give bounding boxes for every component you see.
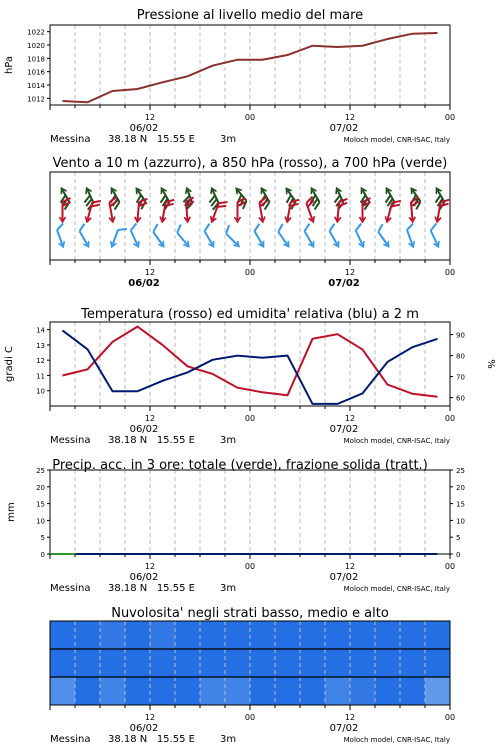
y-tick-label: 25 [36, 467, 45, 475]
date-label: 06/02 [129, 572, 159, 583]
y-tick-label: 5 [40, 534, 45, 543]
cloud-cell-medio [150, 649, 176, 677]
cloud-cell-alto [375, 621, 401, 649]
y-tick-label: 1012 [27, 95, 45, 104]
x-tick-label: 00 [244, 713, 256, 722]
cloud-cell-basso [150, 677, 176, 705]
wind-barb-10m [109, 225, 127, 249]
date-label: 07/02 [329, 123, 359, 134]
y-tick-label: 20 [36, 483, 45, 492]
x-tick-label: 12 [144, 268, 156, 277]
cloud-cell-medio [50, 649, 76, 677]
cloud-cell-alto [325, 621, 351, 649]
wind-barb-10m [403, 223, 421, 247]
x-tick-label: 12 [344, 713, 356, 722]
cloud-cell-basso [400, 677, 426, 705]
cloud-cell-basso [425, 677, 451, 705]
x-tick-label: 12 [344, 562, 356, 571]
y-tick-label: 10 [36, 387, 45, 396]
y-axis-label: mm [6, 502, 17, 522]
y-tick-label: 15 [36, 500, 45, 509]
wind-barb-10m [172, 225, 195, 249]
wind-barb-10m [300, 224, 321, 249]
cloud-cell-alto [300, 621, 326, 649]
y-tick-label-right: 20 [456, 483, 465, 492]
cloud-cell-alto [125, 621, 151, 649]
cloud-cell-alto [75, 621, 101, 649]
cloud-cell-alto [425, 621, 451, 649]
location-coords: 38.18 N 15.55 E [108, 435, 195, 446]
wind-barb-10m [75, 224, 96, 249]
date-label: 07/02 [328, 278, 360, 289]
x-tick-label: 00 [444, 713, 456, 722]
location-name: Messina [50, 583, 91, 594]
model-label: Moloch model, CNR-ISAC, Italy [343, 136, 450, 144]
x-tick-label: 00 [244, 113, 256, 122]
cloud-cell-basso [300, 677, 326, 705]
y-tick-label-right: 80 [456, 352, 465, 361]
cloud-cell-basso [375, 677, 401, 705]
x-tick-label: 12 [144, 562, 156, 571]
cloud-cell-basso [250, 677, 276, 705]
cloud-cell-medio [325, 649, 351, 677]
chart-title: Pressione al livello medio del mare [136, 8, 364, 23]
location-altitude: 3m [220, 734, 237, 745]
cloud-cell-basso [175, 677, 201, 705]
x-tick-label: 12 [344, 268, 356, 277]
cloud-cell-basso [100, 677, 126, 705]
cloud-cell-medio [175, 649, 201, 677]
wind-barb-10m [149, 224, 171, 248]
wind-barb-10m [274, 224, 296, 248]
y-tick-label: 1020 [27, 42, 45, 50]
location-altitude: 3m [220, 583, 237, 594]
location-name: Messina [50, 734, 91, 745]
wind-barb-10m [250, 224, 271, 249]
cloud-cell-basso [200, 677, 226, 705]
cloud-cell-alto [225, 621, 251, 649]
y-tick-label-right: 0 [456, 551, 461, 559]
wind-barb-700hpa [405, 187, 425, 210]
y-tick-label-right: 10 [456, 517, 465, 526]
x-tick-label: 12 [344, 113, 356, 122]
y-tick-label: 1014 [27, 82, 45, 90]
y-tick-label-right: 25 [456, 467, 465, 475]
cloud-cell-alto [200, 621, 226, 649]
y-tick-label: 1022 [27, 28, 45, 37]
y-tick-label: 11 [36, 372, 45, 381]
cloud-cell-medio [250, 649, 276, 677]
chart-title: Vento a 10 m (azzurro), a 850 hPa (rosso), a 700 hPa (verde) [52, 156, 448, 171]
cloud-cell-alto [175, 621, 201, 649]
y-tick-label-right: 60 [456, 394, 465, 403]
cloud-cell-medio [425, 649, 451, 677]
cloud-cell-medio [100, 649, 126, 677]
date-label: 06/02 [129, 424, 159, 435]
cloud-cell-basso [325, 677, 351, 705]
x-tick-label: 00 [444, 113, 456, 122]
y-tick-label: 1016 [27, 68, 45, 77]
cloud-cell-medio [125, 649, 151, 677]
y-tick-label-right: 5 [456, 534, 461, 543]
wind-barb-10m [200, 224, 221, 249]
wind-barb-850hpa [84, 198, 101, 224]
cloud-cell-basso [225, 677, 251, 705]
date-label: 07/02 [329, 572, 359, 583]
y-tick-label: 12 [36, 357, 45, 366]
chart-title: Nuvolosita' negli strati basso, medio e alto [111, 606, 389, 621]
cloud-cell-alto [275, 621, 301, 649]
y-tick-label: 10 [36, 517, 45, 526]
y-axis-label: hPa [4, 55, 15, 75]
location-name: Messina [50, 435, 91, 446]
location-coords: 38.18 N 15.55 E [108, 583, 195, 594]
y-axis-label: gradi C [4, 346, 15, 382]
x-tick-label: 00 [444, 268, 456, 277]
cloud-cell-medio [375, 649, 401, 677]
cloud-cell-medio [275, 649, 301, 677]
x-tick-label: 12 [344, 414, 356, 423]
y-tick-label-right: 15 [456, 500, 465, 509]
cloud-cell-alto [150, 621, 176, 649]
wind-barb-10m [53, 223, 71, 247]
location-altitude: 3m [220, 134, 237, 145]
wind-barb-10m [426, 223, 445, 248]
cloud-cell-medio [300, 649, 326, 677]
cloud-cell-alto [400, 621, 426, 649]
model-label: Moloch model, CNR-ISAC, Italy [343, 736, 450, 744]
x-tick-label: 12 [144, 713, 156, 722]
model-label: Moloch model, CNR-ISAC, Italy [343, 437, 450, 445]
chart-title: Precip. acc. in 3 ore: totale (verde), frazione solida (tratt.) [52, 458, 428, 473]
cloud-cell-medio [200, 649, 226, 677]
cloud-cell-medio [350, 649, 376, 677]
cloud-cell-medio [400, 649, 426, 677]
cloud-cell-alto [50, 621, 76, 649]
x-tick-label: 00 [444, 562, 456, 571]
location-altitude: 3m [220, 435, 237, 446]
cloud-cell-basso [275, 677, 301, 705]
wind-barb-10m [374, 224, 396, 248]
cloud-cell-medio [225, 649, 251, 677]
wind-barb-10m [126, 223, 145, 248]
model-label: Moloch model, CNR-ISAC, Italy [343, 585, 450, 593]
date-label: 07/02 [329, 424, 359, 435]
wind-barb-700hpa [179, 187, 196, 210]
cloud-cell-basso [75, 677, 101, 705]
cloud-cell-basso [50, 677, 76, 705]
wind-barb-10m [325, 224, 346, 249]
chart-title: Temperatura (rosso) ed umidita' relativa (blu) a 2 m [81, 307, 419, 322]
location-coords: 38.18 N 15.55 E [108, 734, 195, 745]
cloud-cell-alto [350, 621, 376, 649]
date-label: 07/02 [329, 723, 359, 734]
wind-barb-700hpa [230, 187, 251, 209]
cloud-cell-medio [75, 649, 101, 677]
date-label: 06/02 [129, 723, 159, 734]
cloud-cell-alto [250, 621, 276, 649]
date-label: 06/02 [128, 278, 160, 289]
y-tick-label: 0 [40, 551, 45, 559]
cloud-cell-basso [125, 677, 151, 705]
cloud-cell-alto [100, 621, 126, 649]
cloud-cell-basso [350, 677, 376, 705]
y-tick-label: 13 [36, 341, 45, 350]
y-axis-label-right: % [485, 359, 496, 369]
location-coords: 38.18 N 15.55 E [108, 134, 195, 145]
x-tick-label: 00 [244, 562, 256, 571]
location-name: Messina [50, 134, 91, 145]
wind-barb-10m [351, 223, 370, 248]
y-tick-label: 14 [36, 326, 45, 335]
x-tick-label: 12 [144, 113, 156, 122]
x-tick-label: 12 [144, 414, 156, 423]
y-tick-label-right: 90 [456, 331, 465, 340]
wind-barb-850hpa [408, 197, 421, 222]
wind-barb-850hpa [235, 198, 246, 222]
y-tick-label: 1018 [27, 55, 45, 64]
x-tick-label: 00 [244, 414, 256, 423]
x-tick-label: 00 [444, 414, 456, 423]
x-tick-label: 00 [244, 268, 256, 277]
y-tick-label-right: 70 [456, 373, 465, 382]
date-label: 06/02 [129, 123, 159, 134]
